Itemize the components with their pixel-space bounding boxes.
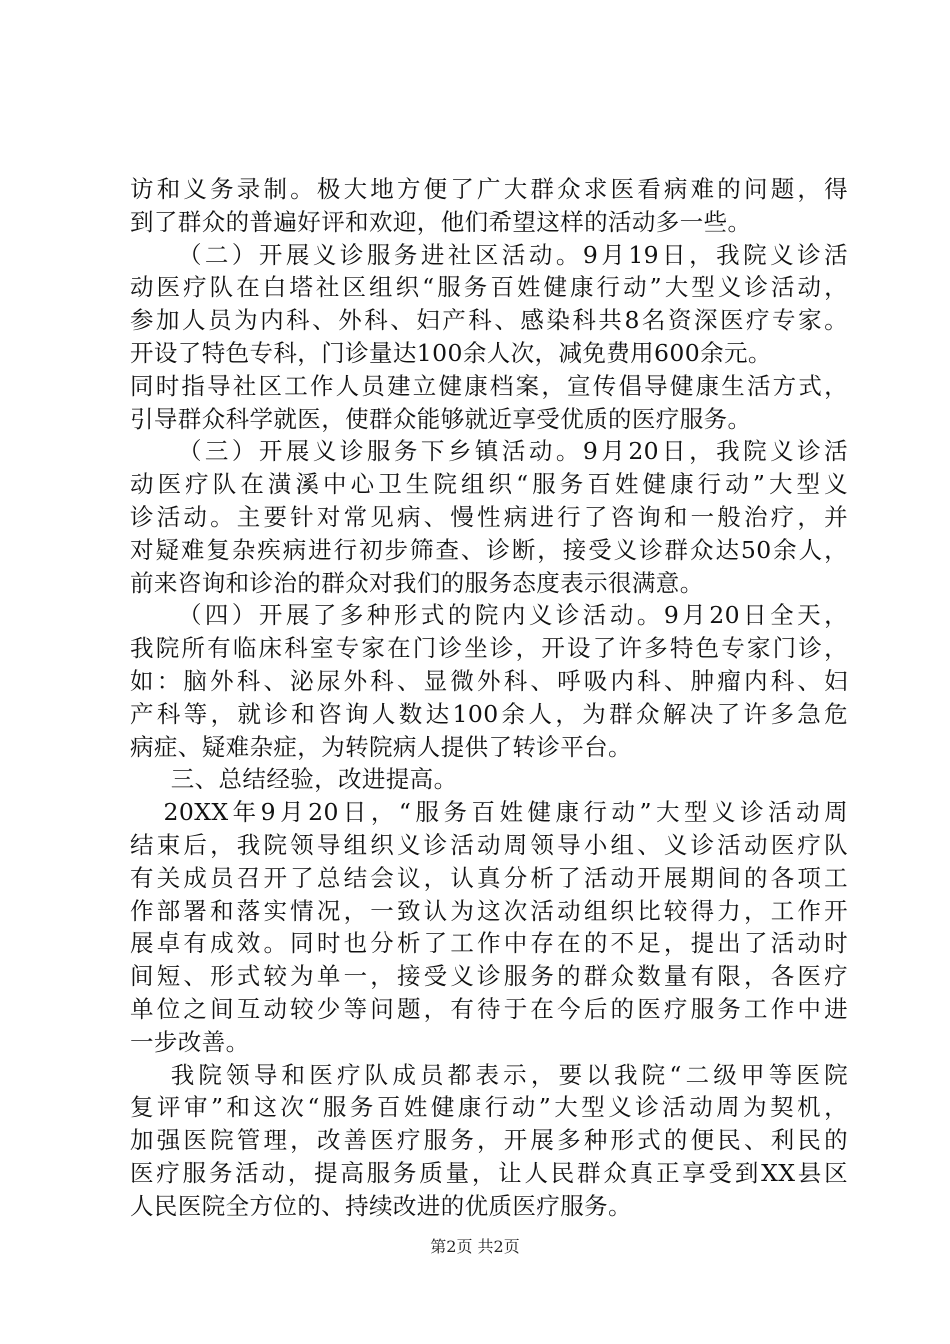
text-line: 动医疗队在白塔社区组织“服务百姓健康行动”大型义诊活动，	[130, 273, 848, 302]
text-line: 医疗服务活动，提高服务质量，让人民群众真正享受到XX县区	[130, 1158, 848, 1187]
document-body	[130, 173, 848, 1223]
text-line: 如：脑外科、泌尿外科、显微外科、呼吸内科、肿瘤内科、妇	[130, 666, 848, 695]
text-line: （四）开展了多种形式的院内义诊活动。9月20日全天，	[177, 601, 848, 630]
text-line: 病症、疑难杂症，为转院病人提供了转诊平台。	[130, 732, 632, 761]
text-line: 有关成员召开了总结会议，认真分析了活动开展期间的各项工	[130, 863, 848, 892]
text-line: 参加人员为内科、外科、妇产科、感染科共8名资深医疗专家。	[130, 306, 848, 335]
text-line: 对疑难复杂疾病进行初步筛查、诊断，接受义诊群众达50余人，	[130, 535, 848, 564]
text-line: 加强医院管理，改善医疗服务，开展多种形式的便民、利民的	[130, 1126, 848, 1155]
text-line: （三）开展义诊服务下乡镇活动。9月20日，我院义诊活	[177, 437, 848, 466]
text-line: 20XX年9月20日，“服务百姓健康行动”大型义诊活动周	[163, 798, 848, 827]
text-line: 同时指导社区工作人员建立健康档案，宣传倡导健康生活方式，	[130, 371, 848, 400]
text-line: 到了群众的普遍好评和欢迎，他们希望这样的活动多一些。	[130, 207, 752, 236]
text-line: 一步改善。	[130, 1027, 250, 1056]
text-line: 单位之间互动较少等问题，有待于在今后的医疗服务工作中进	[130, 994, 848, 1023]
text-line: 间短、形式较为单一，接受义诊服务的群众数量有限，各医疗	[130, 962, 848, 991]
text-line: 展卓有成效。同时也分析了工作中存在的不足，提出了活动时	[130, 929, 848, 958]
text-line: 我院所有临床科室专家在门诊坐诊，开设了许多特色专家门诊，	[130, 634, 848, 663]
text-line: 复评审”和这次“服务百姓健康行动”大型义诊活动周为契机，	[130, 1093, 848, 1122]
text-line: 产科等，就诊和咨询人数达100余人，为群众解决了许多急危	[130, 699, 848, 728]
text-line: 结束后，我院领导组织义诊活动周领导小组、义诊活动医疗队	[130, 830, 848, 859]
text-line: 动医疗队在潢溪中心卫生院组织“服务百姓健康行动”大型义	[130, 470, 848, 499]
text-line: 诊活动。主要针对常见病、慢性病进行了咨询和一般治疗，并	[130, 502, 848, 531]
text-line: 人民医院全方位的、持续改进的优质医疗服务。	[130, 1191, 632, 1220]
text-line: 前来咨询和诊治的群众对我们的服务态度表示很满意。	[130, 568, 704, 597]
text-line: 引导群众科学就医，使群众能够就近享受优质的医疗服务。	[130, 404, 752, 433]
text-line: 开设了特色专科，门诊量达100余人次，减免费用600余元。	[130, 338, 772, 367]
text-line: 访和义务录制。极大地方便了广大群众求医看病难的问题，得	[130, 175, 848, 203]
page-footer: 第2页 共2页	[430, 1237, 520, 1256]
text-line: 作部署和落实情况，一致认为这次活动组织比较得力，工作开	[130, 896, 848, 925]
text-line: （二）开展义诊服务进社区活动。9月19日，我院义诊活	[177, 240, 848, 269]
text-line: 三、总结经验，改进提高。	[170, 765, 458, 794]
text-line: 我院领导和医疗队成员都表示，要以我院“二级甲等医院	[170, 1060, 848, 1089]
